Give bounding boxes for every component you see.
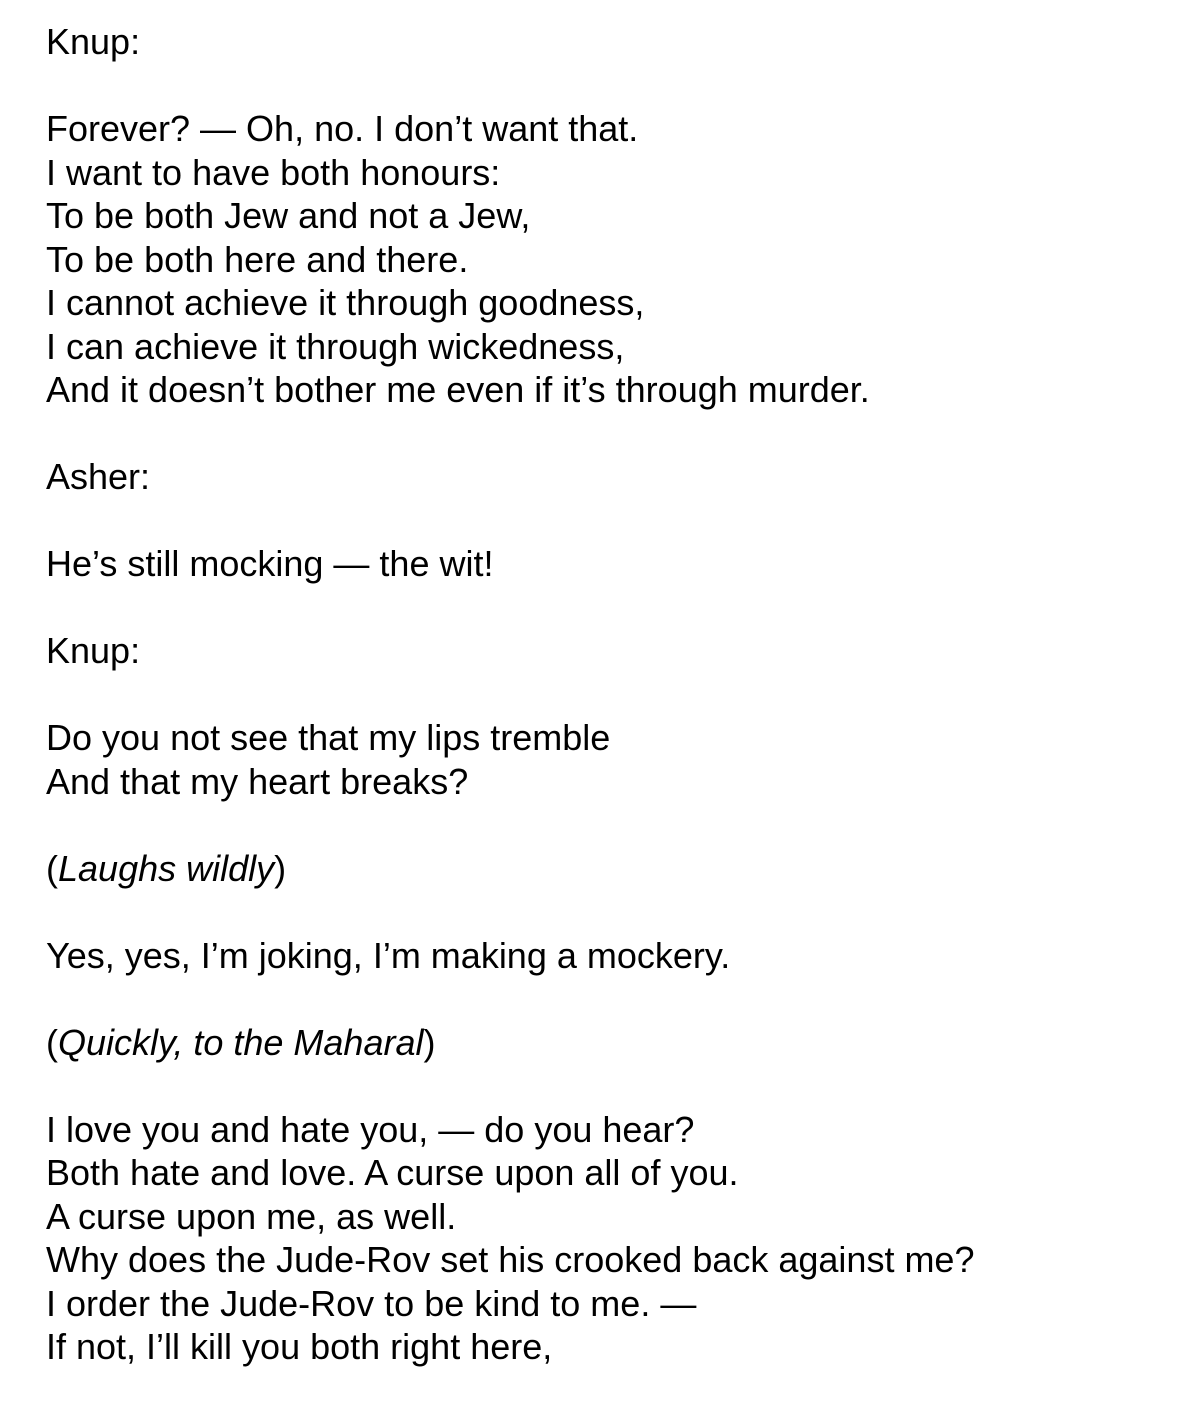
stage-direction: (Quickly, to the Maharal) bbox=[46, 1021, 436, 1063]
verse-line: If not, I’ll kill you both right here, bbox=[46, 1326, 553, 1367]
verse-line: To be both here and there. bbox=[46, 238, 469, 280]
blank-line bbox=[46, 1064, 1166, 1108]
blank-line bbox=[46, 499, 1166, 543]
verse-line: Forever? — Oh, no. I don’t want that. bbox=[46, 108, 639, 149]
verse-line: Yes, yes, I’m joking, I’m making a mockery. bbox=[46, 934, 731, 976]
blank-line bbox=[46, 673, 1166, 717]
blank-line bbox=[46, 803, 1166, 847]
speaker-label: Knup: bbox=[46, 21, 141, 62]
verse-line: A curse upon me, as well. bbox=[46, 1195, 457, 1237]
stage-direction-text: Quickly, to the Maharal bbox=[58, 1021, 424, 1063]
play-script-text bbox=[46, 20, 1166, 1369]
verse-line: To be both Jew and not a Jew, bbox=[46, 195, 531, 236]
verse-line: I can achieve it through wickedness, bbox=[46, 325, 625, 367]
verse-line: I cannot achieve it through goodness, bbox=[46, 282, 645, 323]
verse-line: Why does the Jude-Rov set his crooked back against me? bbox=[46, 1239, 975, 1280]
stage-direction-text: Laughs wildly bbox=[58, 847, 275, 889]
stage-direction: (Laughs wildly) bbox=[46, 847, 287, 889]
verse-line: And it doesn’t bother me even if it’s through murder. bbox=[46, 369, 870, 410]
verse-line: I order the Jude-Rov to be kind to me. — bbox=[46, 1282, 697, 1324]
blank-line bbox=[46, 412, 1166, 456]
verse-line: I love you and hate you, — do you hear? bbox=[46, 1108, 695, 1150]
verse-line: Do you not see that my lips tremble bbox=[46, 717, 611, 758]
verse-line: I want to have both honours: bbox=[46, 151, 501, 193]
blank-line bbox=[46, 586, 1166, 630]
verse-line: Both hate and love. A curse upon all of you. bbox=[46, 1152, 739, 1193]
blank-line bbox=[46, 890, 1166, 934]
blank-line bbox=[46, 64, 1166, 108]
verse-line: And that my heart breaks? bbox=[46, 760, 469, 802]
verse-line: He’s still mocking — the wit! bbox=[46, 543, 494, 584]
speaker-label: Knup: bbox=[46, 630, 141, 671]
speaker-label: Asher: bbox=[46, 456, 151, 497]
blank-line bbox=[46, 977, 1166, 1021]
